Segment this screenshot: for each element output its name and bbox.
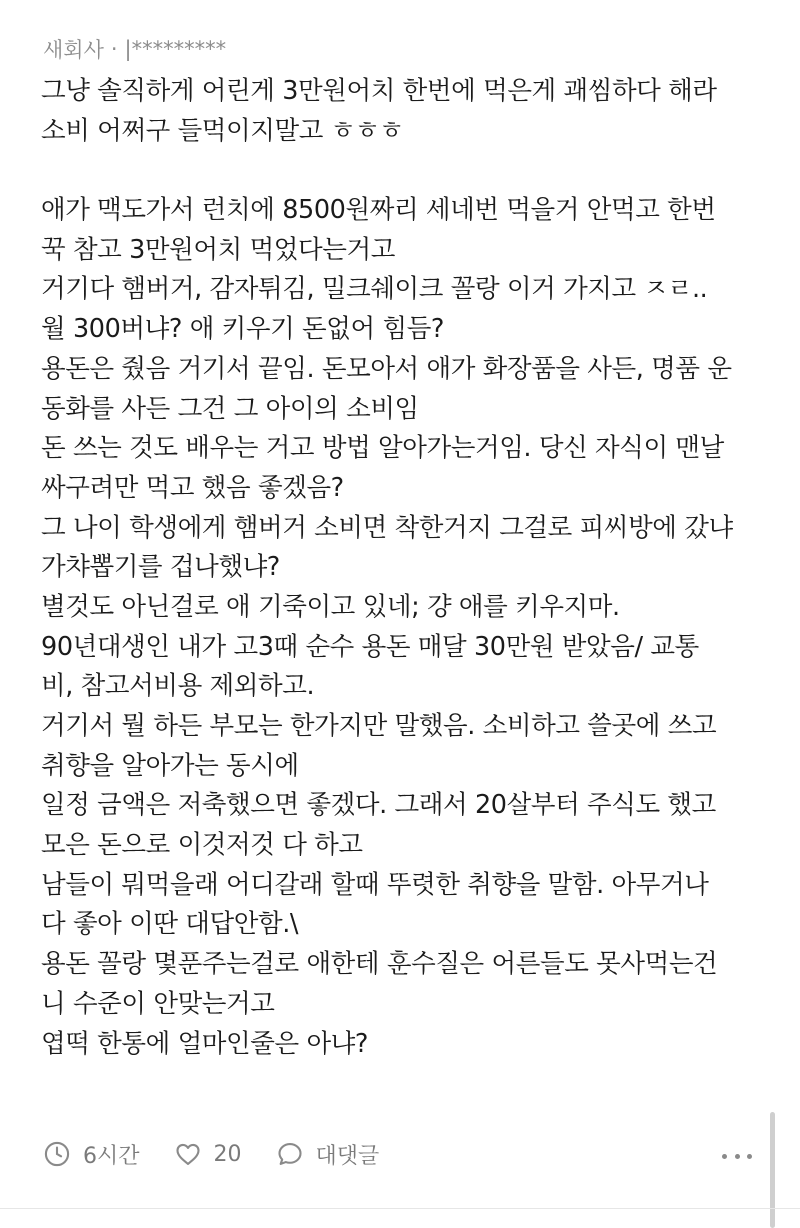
- speech-bubble-icon: [276, 1140, 304, 1168]
- more-dot: [735, 1154, 740, 1159]
- comment-line: 90년대생인 내가 고3때 순수 용돈 매달 30만원 받았음/ 교통: [41, 631, 699, 662]
- author-handle: |*********: [124, 37, 227, 61]
- comment-line: 거기다 햄버거, 감자튀김, 밀크쉐이크 꼴랑 이거 가지고 ㅈㄹ..: [41, 274, 708, 305]
- comment-line: 돈 쓰는 것도 배우는 거고 방법 알아가는거임. 당신 자식이 맨날: [41, 433, 724, 464]
- comment-line: 그 나이 학생에게 햄버거 소비면 착한거지 그걸로 피씨방에 갔냐: [41, 512, 733, 543]
- comment-line: 비, 참고서비용 제외하고.: [41, 671, 315, 702]
- more-dot: [747, 1154, 752, 1159]
- comment-line: 용돈 꼴랑 몇푼주는걸로 애한테 훈수질은 어른들도 못사먹는건: [41, 949, 718, 980]
- like-count: 20: [213, 1141, 242, 1167]
- more-options-button[interactable]: [722, 1142, 752, 1170]
- comment-line: [41, 151, 791, 191]
- comment-line: 모은 돈으로 이것저것 다 하고: [41, 830, 363, 861]
- comment-line: 별것도 아닌걸로 애 기죽이고 있네; 걍 애를 키우지마.: [41, 591, 620, 622]
- comment-body: [41, 72, 791, 1064]
- like-button[interactable]: [174, 1140, 242, 1168]
- comment-footer: [43, 1136, 413, 1172]
- comment-line: 싸구려만 먹고 했음 좋겠음?: [41, 472, 344, 503]
- more-dots-icon: [722, 1154, 727, 1159]
- comment-line: 가챠뽑기를 겁나했냐?: [41, 552, 280, 583]
- comment-line: 취향을 알아가는 동시에: [41, 750, 299, 781]
- comment-line: 그냥 솔직하게 어린게 3만원어치 한번에 먹은게 괘씸하다 해라: [41, 76, 717, 106]
- divider: [0, 1208, 800, 1209]
- comment-line: 거기서 뭘 하든 부모는 한가지만 말했음. 소비하고 쓸곳에 쓰고: [41, 711, 717, 741]
- clock-icon: [43, 1140, 71, 1168]
- heart-icon: [174, 1140, 202, 1168]
- time-label: 6시간: [83, 1143, 140, 1169]
- reply-label: 대댓글: [315, 1143, 380, 1169]
- reply-button[interactable]: [276, 1139, 380, 1170]
- comment-line: 엽떡 한통에 얼마인줄은 아냐?: [41, 1028, 369, 1059]
- time-stamp: [43, 1139, 140, 1170]
- meta-separator: ·: [110, 37, 118, 61]
- comment-line: 동화를 사든 그건 그 아이의 소비임: [41, 393, 419, 424]
- comment-line: 니 수준이 안맞는거고: [41, 988, 275, 1019]
- comment-meta: [43, 34, 226, 64]
- comment-line: 애가 맥도가서 런치에 8500원짜리 세네번 먹을거 안먹고 한번: [41, 195, 716, 226]
- comment-line: 꾹 참고 3만원어치 먹었다는거고: [41, 234, 395, 265]
- scrollbar[interactable]: [770, 1112, 775, 1228]
- author-name[interactable]: 새회사: [43, 38, 104, 62]
- comment-line: 월 300버냐? 애 키우기 돈없어 힘듬?: [41, 314, 445, 345]
- comment-line: 일정 금액은 저축했으면 좋겠다. 그래서 20살부터 주식도 했고: [41, 790, 716, 821]
- comment-line: 소비 어쩌구 들먹이지말고 ㅎㅎㅎ: [41, 115, 404, 146]
- comment-line: 남들이 뭐먹을래 어디갈래 할때 뚜렷한 취향을 말함. 아무거나: [41, 869, 709, 900]
- comment-line: 용돈은 줬음 거기서 끝임. 돈모아서 애가 화장품을 사든, 명품 운: [41, 353, 732, 384]
- comment-line: 다 좋아 이딴 대답안함.\: [41, 909, 299, 940]
